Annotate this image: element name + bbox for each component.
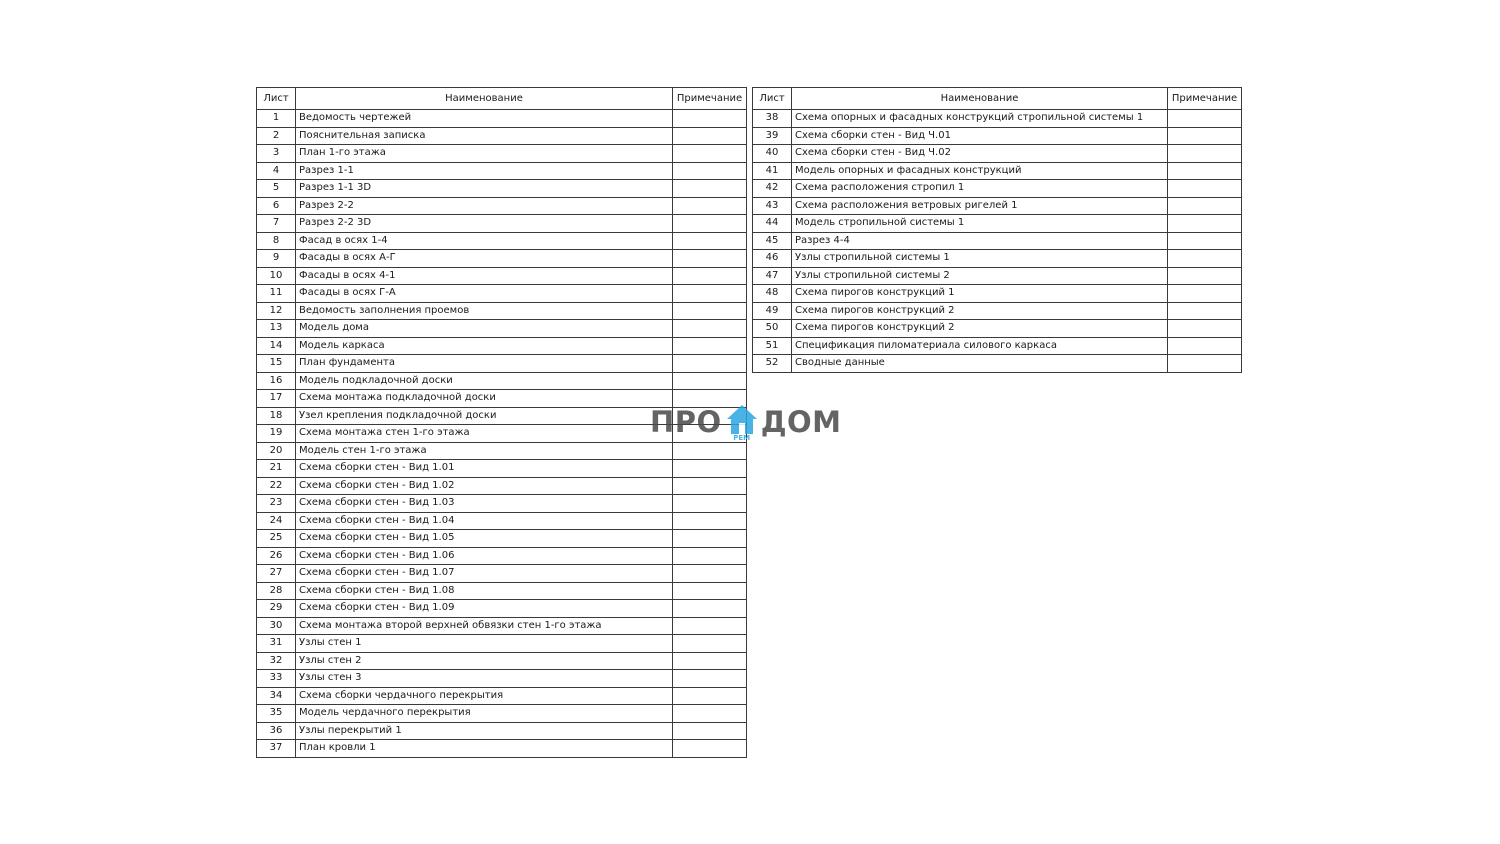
sheet-number-cell: 29 [257, 600, 296, 618]
sheet-number-cell: 46 [753, 250, 792, 268]
table-row [753, 110, 1242, 128]
sheet-note-cell [1168, 355, 1242, 373]
table-header-row [753, 88, 1242, 110]
sheet-note-cell [1168, 302, 1242, 320]
sheet-note-cell [1168, 110, 1242, 128]
sheet-note-cell [673, 530, 747, 548]
table-row [257, 565, 747, 583]
table-body-right [753, 110, 1242, 373]
table-row [753, 337, 1242, 355]
sheet-number-cell: 18 [257, 407, 296, 425]
sheet-note-cell [673, 162, 747, 180]
sheet-note-cell [673, 687, 747, 705]
sheet-note-cell [673, 635, 747, 653]
sheet-number-cell: 26 [257, 547, 296, 565]
sheet-name-cell: Схема сборки стен - Вид 1.01 [296, 460, 673, 478]
table-row [753, 162, 1242, 180]
table-row [257, 687, 747, 705]
table-row [753, 215, 1242, 233]
sheet-number-cell: 2 [257, 127, 296, 145]
sheet-number-cell: 7 [257, 215, 296, 233]
sheet-name-cell: Фасады в осях 4-1 [296, 267, 673, 285]
sheet-name-cell: Схема сборки стен - Вид 1.07 [296, 565, 673, 583]
header-note: Примечание [673, 88, 747, 110]
sheet-number-cell: 11 [257, 285, 296, 303]
prodom-watermark-logo [650, 402, 842, 442]
sheet-name-cell: Разрез 1-1 3D [296, 180, 673, 198]
sheet-number-cell: 10 [257, 267, 296, 285]
table-row [753, 197, 1242, 215]
table-row [257, 285, 747, 303]
sheet-name-cell: План кровли 1 [296, 740, 673, 758]
sheet-name-cell: Схема пирогов конструкций 1 [792, 285, 1168, 303]
sheet-note-cell [1168, 267, 1242, 285]
sheet-note-cell [673, 617, 747, 635]
sheet-number-cell: 42 [753, 180, 792, 198]
table-row [257, 740, 747, 758]
sheet-note-cell [673, 110, 747, 128]
sheet-name-cell: Схема сборки стен - Вид 1.02 [296, 477, 673, 495]
table-row [257, 442, 747, 460]
sheet-note-cell [673, 250, 747, 268]
sheet-note-cell [673, 670, 747, 688]
sheet-name-cell: Спецификация пиломатериала силового каркаса [792, 337, 1168, 355]
sheet-number-cell: 25 [257, 530, 296, 548]
sheet-number-cell: 50 [753, 320, 792, 338]
sheet-name-cell: Разрез 2-2 [296, 197, 673, 215]
watermark-left-text: ПРО [650, 405, 722, 439]
house-icon [726, 404, 758, 440]
sheet-note-cell [673, 355, 747, 373]
sheet-name-cell: Схема пирогов конструкций 2 [792, 302, 1168, 320]
header-name: Наименование [792, 88, 1168, 110]
sheet-number-cell: 38 [753, 110, 792, 128]
sheet-note-cell [673, 495, 747, 513]
sheet-name-cell: Схема монтажа стен 1-го этажа [296, 425, 673, 443]
sheet-number-cell: 3 [257, 145, 296, 163]
table-row [257, 127, 747, 145]
sheet-number-cell: 47 [753, 267, 792, 285]
sheet-number-cell: 13 [257, 320, 296, 338]
sheet-name-cell: Ведомость чертежей [296, 110, 673, 128]
sheet-number-cell: 16 [257, 372, 296, 390]
sheet-name-cell: Схема пирогов конструкций 2 [792, 320, 1168, 338]
table-row [257, 460, 747, 478]
sheet-name-cell: Узлы перекрытий 1 [296, 722, 673, 740]
sheet-note-cell [673, 565, 747, 583]
table-row [257, 197, 747, 215]
sheet-name-cell: Фасады в осях Г-А [296, 285, 673, 303]
sheet-note-cell [673, 705, 747, 723]
sheet-number-cell: 45 [753, 232, 792, 250]
sheet-name-cell: Схема сборки стен - Вид 1.05 [296, 530, 673, 548]
sheet-name-cell: Разрез 4-4 [792, 232, 1168, 250]
sheet-name-cell: Модель чердачного перекрытия [296, 705, 673, 723]
sheet-note-cell [1168, 337, 1242, 355]
sheet-number-cell: 1 [257, 110, 296, 128]
sheet-number-cell: 4 [257, 162, 296, 180]
sheet-name-cell: Схема сборки стен - Вид 1.06 [296, 547, 673, 565]
sheet-note-cell [673, 652, 747, 670]
sheet-number-cell: 51 [753, 337, 792, 355]
table-row [257, 355, 747, 373]
sheet-number-cell: 39 [753, 127, 792, 145]
sheet-note-cell [673, 127, 747, 145]
table-row [257, 705, 747, 723]
header-sheet: Лист [753, 88, 792, 110]
sheet-number-cell: 49 [753, 302, 792, 320]
table-row [753, 355, 1242, 373]
sheet-name-cell: Схема сборки стен - Вид 1.08 [296, 582, 673, 600]
table-row [257, 320, 747, 338]
table-row [257, 635, 747, 653]
sheet-number-cell: 14 [257, 337, 296, 355]
table-row [257, 110, 747, 128]
sheet-number-cell: 19 [257, 425, 296, 443]
sheet-name-cell: План 1-го этажа [296, 145, 673, 163]
table-header-row [257, 88, 747, 110]
sheet-number-cell: 22 [257, 477, 296, 495]
sheet-name-cell: Модель стропильной системы 1 [792, 215, 1168, 233]
sheet-name-cell: Схема сборки стен - Вид 1.09 [296, 600, 673, 618]
sheet-number-cell: 35 [257, 705, 296, 723]
sheet-note-cell [1168, 285, 1242, 303]
table-row [257, 600, 747, 618]
sheet-number-cell: 30 [257, 617, 296, 635]
sheet-note-cell [673, 477, 747, 495]
sheet-number-cell: 48 [753, 285, 792, 303]
table-row [257, 652, 747, 670]
table-row [257, 215, 747, 233]
sheet-number-cell: 8 [257, 232, 296, 250]
sheet-note-cell [673, 547, 747, 565]
table-row [257, 162, 747, 180]
table-row [257, 670, 747, 688]
sheet-note-cell [673, 512, 747, 530]
sheet-name-cell: Схема сборки чердачного перекрытия [296, 687, 673, 705]
sheet-number-cell: 31 [257, 635, 296, 653]
sheet-note-cell [1168, 145, 1242, 163]
sheet-name-cell: Узлы стен 2 [296, 652, 673, 670]
table-row [753, 267, 1242, 285]
table-row [753, 232, 1242, 250]
sheet-number-cell: 6 [257, 197, 296, 215]
sheet-name-cell: Фасад в осях 1-4 [296, 232, 673, 250]
sheet-number-cell: 5 [257, 180, 296, 198]
sheet-number-cell: 32 [257, 652, 296, 670]
table-row [257, 582, 747, 600]
table-row [753, 180, 1242, 198]
sheet-note-cell [673, 232, 747, 250]
table-row [753, 285, 1242, 303]
table-row [753, 127, 1242, 145]
sheet-name-cell: Модель каркаса [296, 337, 673, 355]
sheet-name-cell: Схема расположения ветровых ригелей 1 [792, 197, 1168, 215]
table-row [257, 145, 747, 163]
sheet-name-cell: Модель подкладочной доски [296, 372, 673, 390]
sheet-name-cell: Ведомость заполнения проемов [296, 302, 673, 320]
sheet-note-cell [1168, 215, 1242, 233]
sheet-number-cell: 12 [257, 302, 296, 320]
sheet-number-cell: 40 [753, 145, 792, 163]
table-row [257, 512, 747, 530]
sheet-name-cell: Модель опорных и фасадных конструкций [792, 162, 1168, 180]
sheet-note-cell [673, 372, 747, 390]
sheet-name-cell: Схема сборки стен - Вид Ч.02 [792, 145, 1168, 163]
table-row [257, 232, 747, 250]
sheet-number-cell: 20 [257, 442, 296, 460]
sheet-note-cell [673, 442, 747, 460]
sheet-note-cell [673, 197, 747, 215]
sheet-name-cell: Схема сборки стен - Вид 1.04 [296, 512, 673, 530]
sheet-note-cell [673, 180, 747, 198]
sheet-name-cell: Разрез 1-1 [296, 162, 673, 180]
sheet-number-cell: 28 [257, 582, 296, 600]
table-row [257, 302, 747, 320]
sheet-number-cell: 36 [257, 722, 296, 740]
sheet-name-cell: Модель стен 1-го этажа [296, 442, 673, 460]
table-row [257, 267, 747, 285]
sheet-name-cell: Пояснительная записка [296, 127, 673, 145]
sheet-note-cell [1168, 127, 1242, 145]
sheet-note-cell [673, 722, 747, 740]
table-row [753, 250, 1242, 268]
sheet-note-cell [673, 600, 747, 618]
sheet-note-cell [673, 337, 747, 355]
sheet-note-cell [673, 582, 747, 600]
sheet-number-cell: 15 [257, 355, 296, 373]
sheet-note-cell [673, 320, 747, 338]
table-row [753, 145, 1242, 163]
sheet-name-cell: Схема сборки стен - Вид 1.03 [296, 495, 673, 513]
sheet-name-cell: Разрез 2-2 3D [296, 215, 673, 233]
sheet-note-cell [673, 267, 747, 285]
sheet-number-cell: 43 [753, 197, 792, 215]
sheet-note-cell [1168, 250, 1242, 268]
table-row [257, 530, 747, 548]
sheet-note-cell [1168, 162, 1242, 180]
table-row [257, 617, 747, 635]
sheet-number-cell: 44 [753, 215, 792, 233]
sheet-number-cell: 17 [257, 390, 296, 408]
sheet-number-cell: 24 [257, 512, 296, 530]
sheet-number-cell: 34 [257, 687, 296, 705]
sheet-name-cell: Узлы стен 3 [296, 670, 673, 688]
table-row [753, 302, 1242, 320]
sheet-name-cell: Узлы стен 1 [296, 635, 673, 653]
sheet-note-cell [1168, 197, 1242, 215]
header-sheet: Лист [257, 88, 296, 110]
sheet-number-cell: 27 [257, 565, 296, 583]
sheet-number-cell: 41 [753, 162, 792, 180]
sheet-name-cell: Схема расположения стропил 1 [792, 180, 1168, 198]
sheet-name-cell: Узлы стропильной системы 1 [792, 250, 1168, 268]
sheet-name-cell: Схема монтажа второй верхней обвязки стен 1-го этажа [296, 617, 673, 635]
sheet-number-cell: 9 [257, 250, 296, 268]
table-row [257, 547, 747, 565]
sheet-name-cell: Узел крепления подкладочной доски [296, 407, 673, 425]
table-row [257, 250, 747, 268]
sheet-number-cell: 21 [257, 460, 296, 478]
table-row [257, 180, 747, 198]
table-row [257, 495, 747, 513]
table-row [257, 722, 747, 740]
table-row [753, 320, 1242, 338]
sheet-name-cell: Фасады в осях А-Г [296, 250, 673, 268]
sheet-note-cell [1168, 232, 1242, 250]
sheet-name-cell: Узлы стропильной системы 2 [792, 267, 1168, 285]
sheet-note-cell [673, 302, 747, 320]
sheet-name-cell: Модель дома [296, 320, 673, 338]
sheet-number-cell: 52 [753, 355, 792, 373]
sheet-number-cell: 37 [257, 740, 296, 758]
sheet-note-cell [673, 740, 747, 758]
table-row [257, 337, 747, 355]
watermark-sub-text: РЕМ [733, 434, 751, 442]
sheet-name-cell: План фундамента [296, 355, 673, 373]
sheet-note-cell [673, 145, 747, 163]
sheet-note-cell [673, 285, 747, 303]
header-note: Примечание [1168, 88, 1242, 110]
sheet-note-cell [1168, 320, 1242, 338]
sheet-number-cell: 23 [257, 495, 296, 513]
sheet-name-cell: Схема опорных и фасадных конструкций стропильной системы 1 [792, 110, 1168, 128]
table-row [257, 372, 747, 390]
sheet-note-cell [673, 460, 747, 478]
sheet-note-cell [1168, 180, 1242, 198]
drawings-list-table-right [752, 87, 1242, 373]
sheet-name-cell: Схема монтажа подкладочной доски [296, 390, 673, 408]
watermark-right-text: ДОМ [760, 405, 842, 439]
table-row [257, 477, 747, 495]
sheet-name-cell: Сводные данные [792, 355, 1168, 373]
sheet-note-cell [673, 215, 747, 233]
header-name: Наименование [296, 88, 673, 110]
sheet-number-cell: 33 [257, 670, 296, 688]
sheet-name-cell: Схема сборки стен - Вид Ч.01 [792, 127, 1168, 145]
